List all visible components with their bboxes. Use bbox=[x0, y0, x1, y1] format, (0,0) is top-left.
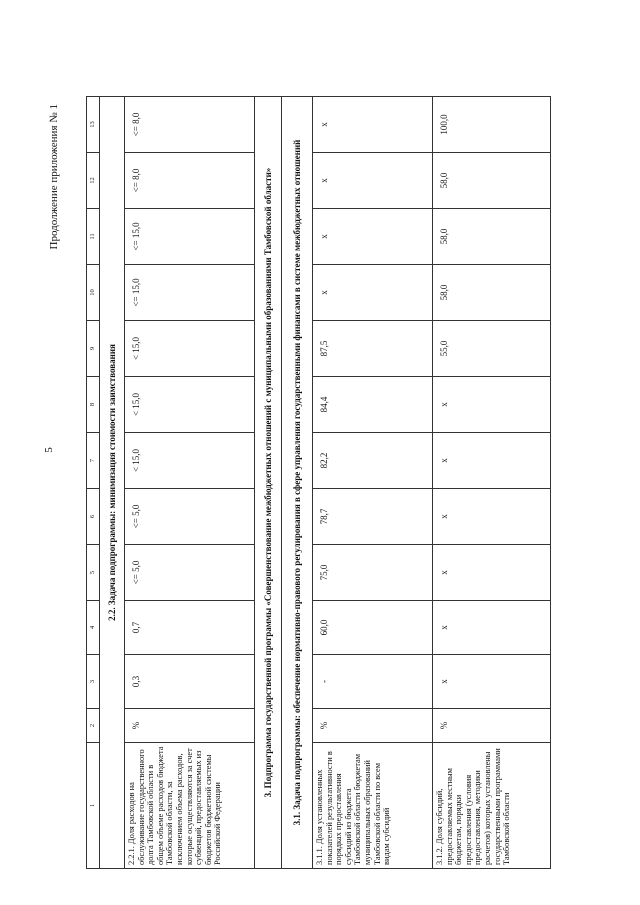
table-row bbox=[125, 97, 255, 869]
value-cell: x bbox=[313, 265, 433, 321]
value-cell: 60,0 bbox=[313, 601, 433, 655]
value-cell: 0,3 bbox=[125, 655, 255, 709]
value-cell: <= 5,0 bbox=[125, 545, 255, 601]
table-row bbox=[433, 97, 551, 869]
column-number: 6 bbox=[87, 489, 100, 545]
value-cell: 78,7 bbox=[313, 489, 433, 545]
value-cell: 100,0 bbox=[433, 97, 551, 153]
value-cell: x bbox=[433, 545, 551, 601]
value-cell: < 15,0 bbox=[125, 433, 255, 489]
column-number: 3 bbox=[87, 655, 100, 709]
section-row bbox=[282, 97, 313, 869]
column-number: 4 bbox=[87, 601, 100, 655]
column-number: 2 bbox=[87, 709, 100, 743]
value-cell: 82,2 bbox=[313, 433, 433, 489]
value-cell: <= 8,0 bbox=[125, 153, 255, 209]
value-cell: <= 15,0 bbox=[125, 265, 255, 321]
value-cell: <= 15,0 bbox=[125, 209, 255, 265]
value-cell: x bbox=[313, 209, 433, 265]
column-number: 10 bbox=[87, 265, 100, 321]
column-number: 1 bbox=[87, 743, 100, 869]
subprogram-3-heading: 3. Подпрограмма государственной программы «Совершенствование межбюджетных отношений с муниципальными образованиями Тамбовской области» bbox=[255, 97, 282, 869]
value-cell: <= 8,0 bbox=[125, 97, 255, 153]
task-3-1-heading: 3.1. Задача подпрограммы: обеспечение нормативно-правового регулирования в сфере управления государственными финансами в системе межбюджетных отношений bbox=[282, 97, 313, 869]
value-cell: x bbox=[313, 97, 433, 153]
value-cell: 87,5 bbox=[313, 321, 433, 377]
column-numbers-row bbox=[87, 97, 100, 869]
appendix-caption: Продолжение приложения № 1 bbox=[48, 104, 60, 250]
indicator-name: 3.1.1. Доля установленных показателей результативности в порядках предоставления субсидий из бюджета Тамбовской области бюджетам муниципальных образований Тамбовской области по всем видам субсидий bbox=[313, 743, 433, 869]
section-row bbox=[255, 97, 282, 869]
value-cell: < 15,0 bbox=[125, 377, 255, 433]
value-cell: < 15,0 bbox=[125, 321, 255, 377]
unit-cell: % bbox=[313, 709, 433, 743]
value-cell: x bbox=[433, 377, 551, 433]
value-cell: 58,0 bbox=[433, 153, 551, 209]
indicator-name: 2.2.1. Доля расходов на обслуживание государственного долга Тамбовской области в общем объеме расходов бюджета Тамбовской области, за исключением объема расходов, которые осуществляются за счет субвенций, предоставляемых из бюджетов бюджетной системы Российской Федерации bbox=[125, 743, 255, 869]
value-cell: x bbox=[313, 153, 433, 209]
value-cell: 58,0 bbox=[433, 265, 551, 321]
section-row bbox=[100, 97, 125, 869]
column-number: 8 bbox=[87, 377, 100, 433]
value-cell: <= 5,0 bbox=[125, 489, 255, 545]
column-number: 13 bbox=[87, 97, 100, 153]
unit-cell: % bbox=[125, 709, 255, 743]
value-cell: 0,7 bbox=[125, 601, 255, 655]
column-number: 11 bbox=[87, 209, 100, 265]
indicator-name: 3.1.2. Доля субсидий, предоставляемых местным бюджетам, порядки предоставления (условия предоставления, методики расчетов) которых установлены государственными программами Тамбовской области bbox=[433, 743, 551, 869]
value-cell: x bbox=[433, 433, 551, 489]
column-number: 12 bbox=[87, 153, 100, 209]
value-cell: 75,0 bbox=[313, 545, 433, 601]
table-row bbox=[313, 97, 433, 869]
unit-cell: % bbox=[433, 709, 551, 743]
indicators-table bbox=[86, 96, 551, 869]
value-cell: x bbox=[433, 655, 551, 709]
column-number: 9 bbox=[87, 321, 100, 377]
column-number: 7 bbox=[87, 433, 100, 489]
column-number: 5 bbox=[87, 545, 100, 601]
value-cell: 55,0 bbox=[433, 321, 551, 377]
value-cell: 84,4 bbox=[313, 377, 433, 433]
page-number: 5 bbox=[42, 447, 55, 453]
value-cell: 58,0 bbox=[433, 209, 551, 265]
value-cell: - bbox=[313, 655, 433, 709]
value-cell: x bbox=[433, 489, 551, 545]
value-cell: x bbox=[433, 601, 551, 655]
task-2-2-heading: 2.2. Задача подпрограммы: минимизация стоимости заимствования bbox=[100, 97, 125, 869]
